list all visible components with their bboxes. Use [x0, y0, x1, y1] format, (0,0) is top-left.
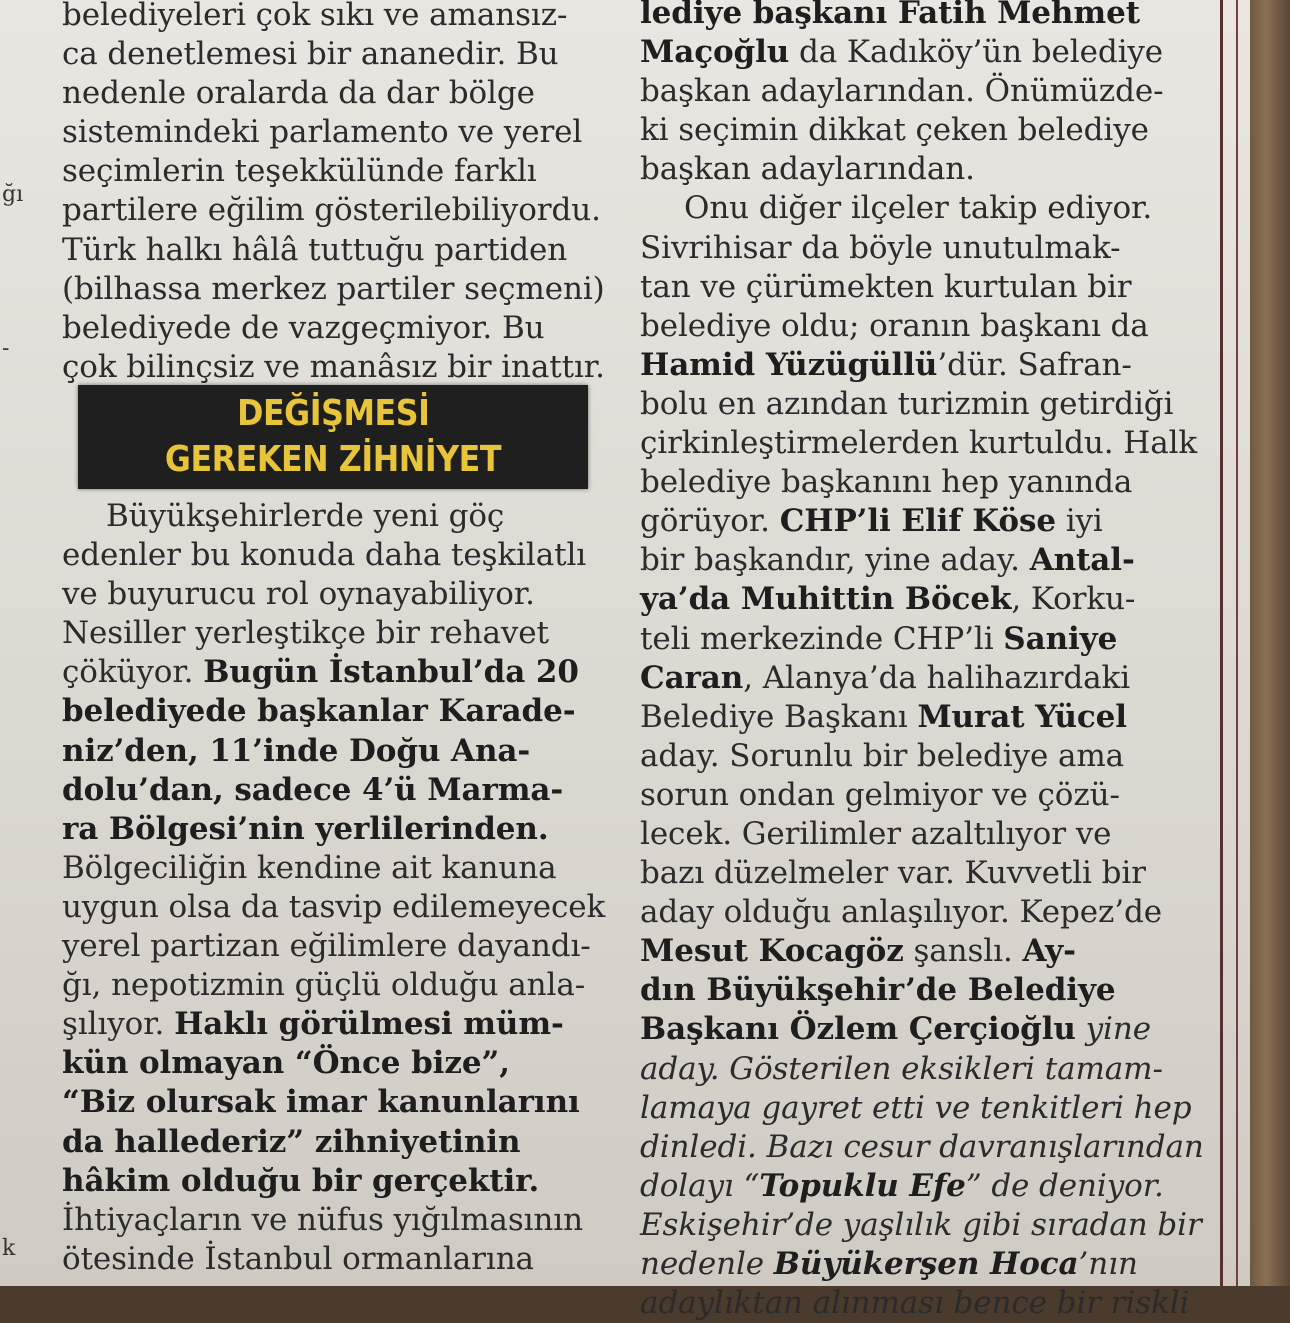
text-line: belediyede de vazgeçmiyor. Bu [62, 309, 545, 346]
text-line [640, 385, 1220, 424]
text-segment: bir başkandır, yine aday. [640, 542, 1030, 579]
text-line [62, 692, 632, 731]
text-line [62, 888, 632, 927]
text-segment: Büyükşehirlerde yeni göç [106, 498, 505, 534]
text-segment: Sivrihisar da böyle unutulmak- [640, 229, 1121, 266]
text-line [640, 1167, 1220, 1206]
emphasis-segment: adaylıktan alınması bence bir riskli [640, 1285, 1190, 1322]
text-segment: çirkinleştirmelerden kurtuldu. Halk [640, 425, 1198, 462]
emphasis-segment: dolayı “ [640, 1167, 760, 1204]
text-line [62, 653, 632, 692]
subheading-line-2: GEREKEN ZİHNİYET [164, 439, 502, 480]
emphasis-segment: Mesut Kocagöz [640, 933, 904, 970]
text-line [640, 1206, 1220, 1245]
text-line: ca denetlemesi bir ananedir. Bu [62, 36, 559, 73]
emphasis-segment: Maçoğlu [640, 34, 790, 71]
subheading-line-1: DEĞİŞMESİ [236, 393, 430, 434]
text-line: belediyeleri çok sıkı ve amansız- [62, 0, 568, 33]
text-line: sistemindeki parlamento ve yerel [62, 114, 583, 151]
text-segment: ki seçimin dikkat çeken belediye [640, 112, 1149, 149]
text-segment: ğı, nepotizmin güçlü olduğu anla- [62, 967, 586, 1004]
text-segment: başkan adaylarından. [640, 151, 975, 188]
text-line [640, 1245, 1220, 1284]
text-line [640, 893, 1220, 932]
left-column-top [62, 0, 632, 387]
text-segment: bolu en azından turizmin getirdiği [640, 385, 1174, 422]
text-line [62, 575, 632, 614]
text-line [640, 502, 1220, 541]
emphasis-segment: dolu’dan, sadece 4’ü Marma- [62, 771, 564, 808]
text-segment: şanslı. [903, 933, 1023, 970]
text-line [62, 771, 632, 810]
text-segment: başkan adaylarından. Önümüzde- [640, 73, 1164, 110]
text-segment: belediye başkanını hep yanında [640, 464, 1133, 501]
text-line [640, 854, 1220, 893]
text-line [640, 541, 1220, 580]
text-line [62, 927, 632, 966]
emphasis-segment: aday. Gösterilen eksikleri tamam- [640, 1050, 1163, 1087]
emphasis-segment: Büyükerşen Hoca [773, 1246, 1079, 1282]
emphasis-segment: Haklı görülmesi müm- [174, 1006, 564, 1043]
text-line: seçimlerin teşekkülünde farklı [62, 153, 537, 190]
text-line [62, 1201, 632, 1240]
emphasis-segment: lamaya gayret etti ve tenkitleri hep [640, 1089, 1192, 1126]
text-line: partilere eğilim gösterilebiliyordu. [62, 192, 601, 229]
text-line: (bilhassa merkez partiler seçmeni) [62, 270, 605, 307]
emphasis-segment: CHP’li Elif Köse [779, 503, 1056, 540]
emphasis-segment: ra Bölgesi’nin yerlilerinden. [62, 810, 549, 847]
text-line [640, 189, 1220, 228]
text-segment: uygun olsa da tasvip edilemeyecek [62, 888, 606, 925]
text-line [62, 497, 632, 536]
text-line [62, 614, 632, 653]
text-segment: İhtiyaçların ve nüfus yığılmasının [62, 1201, 583, 1238]
text-line [640, 111, 1220, 150]
text-segment: edenler bu konuda daha teşkilatlı [62, 537, 587, 574]
emphasis-segment: dinledi. Bazı cesur davranışlarından [640, 1128, 1204, 1165]
text-line [640, 737, 1220, 776]
text-line [640, 659, 1220, 698]
text-line [640, 580, 1220, 619]
text-line [62, 732, 632, 771]
text-line [62, 1162, 632, 1201]
text-line [640, 307, 1220, 346]
text-line: çok bilinçsiz ve manâsız bir inattır. [62, 348, 605, 385]
text-segment: görüyor. [640, 503, 780, 540]
emphasis-segment: da hallederiz” zihniyetinin [62, 1123, 521, 1160]
emphasis-segment: Saniye [1003, 620, 1118, 657]
emphasis-segment: Murat Yücel [917, 698, 1127, 735]
margin-mark: - [2, 336, 10, 361]
text-line [640, 1050, 1220, 1089]
subheading-box [78, 385, 588, 489]
text-segment: lecek. Gerilimler azaltılıyor ve [640, 815, 1112, 852]
text-line [640, 346, 1220, 385]
text-segment: yerel partizan eğilimlere dayandı- [62, 928, 591, 965]
text-line [62, 1240, 632, 1279]
right-column [640, 0, 1220, 1323]
emphasis-segment: hâkim olduğu bir gerçektir. [62, 1162, 540, 1199]
emphasis-segment: Ay- [1022, 933, 1076, 970]
text-line [62, 1083, 632, 1122]
emphasis-segment: nedenle [640, 1246, 774, 1282]
text-segment: aday olduğu anlaşılıyor. Kepez’de [640, 894, 1162, 931]
text-line [640, 698, 1220, 737]
text-line [640, 424, 1220, 463]
emphasis-segment: ’nın [1078, 1246, 1138, 1282]
text-segment: tan ve çürümekten kurtulan bir [640, 268, 1132, 305]
text-segment: çöküyor. [62, 654, 204, 691]
text-line [640, 463, 1220, 502]
text-line [62, 1044, 632, 1083]
text-line [640, 268, 1220, 307]
text-line [640, 815, 1220, 854]
text-segment: bazı düzelmeler var. Kuvvetli bir [640, 855, 1146, 892]
text-segment: belediye oldu; oranın başkanı da [640, 307, 1149, 344]
text-line [62, 849, 632, 888]
text-segment: , Alanya’da halihazırdaki [743, 659, 1131, 696]
text-line [640, 150, 1220, 189]
text-line [640, 229, 1220, 268]
emphasis-segment: Topuklu Efe [759, 1167, 966, 1204]
text-segment: Onu diğer ilçeler takip ediyor. [684, 190, 1153, 227]
text-segment: teli merkezinde CHP’li [640, 620, 1004, 657]
text-line: nedenle oralarda da dar bölge [62, 75, 535, 112]
emphasis-segment: kün olmayan “Önce bize”, [62, 1045, 510, 1082]
text-line: Türk halkı hâlâ tuttuğu partiden [62, 231, 568, 268]
text-line [640, 1128, 1220, 1167]
text-segment: Nesiller yerleştikçe bir rehavet [62, 615, 549, 652]
text-segment: şılıyor. [62, 1006, 175, 1043]
text-segment: da Kadıköy’ün belediye [789, 34, 1164, 71]
text-line [640, 932, 1220, 971]
table-surface [1250, 0, 1290, 1286]
text-segment: sorun ondan gelmiyor ve çözü- [640, 776, 1120, 813]
text-line [640, 1010, 1220, 1049]
text-segment: Bölgeciliğin kendine ait kanuna [62, 849, 557, 886]
text-line [62, 810, 632, 849]
text-line [640, 1284, 1220, 1323]
text-line [62, 1005, 632, 1044]
text-segment: , Korku- [1011, 581, 1136, 618]
emphasis-segment: lediye başkanı Fatih Mehmet [640, 0, 1140, 31]
emphasis-segment: ” de deniyor. [965, 1167, 1164, 1204]
emphasis-segment: Caran [640, 659, 744, 696]
emphasis-segment: “Biz olursak imar kanunlarını [62, 1084, 580, 1121]
emphasis-segment: Başkanı Özlem Çerçioğlu [640, 1011, 1076, 1048]
text-line [640, 72, 1220, 111]
text-segment: aday. Sorunlu bir belediye ama [640, 737, 1125, 774]
text-line [62, 1123, 632, 1162]
text-segment: ötesinde İstanbul ormanlarına [62, 1240, 534, 1277]
text-line [640, 1089, 1220, 1128]
emphasis-segment: ya’da Muhittin Böcek [640, 581, 1012, 618]
emphasis-segment: Hamid Yüzügüllü [640, 346, 938, 383]
emphasis-segment: Eskişehir’de yaşlılık gibi sıradan bir [640, 1206, 1202, 1243]
emphasis-segment: Bugün İstanbul’da 20 [203, 654, 579, 691]
text-line [640, 776, 1220, 815]
text-line [62, 966, 632, 1005]
text-line [640, 33, 1220, 72]
left-column-bottom [62, 497, 632, 1279]
text-line [640, 0, 1220, 33]
column-rule [1220, 0, 1223, 1286]
emphasis-segment: belediyede başkanlar Karade- [62, 693, 576, 730]
text-line [640, 971, 1220, 1010]
text-line [62, 536, 632, 575]
emphasis-segment: Antal- [1029, 542, 1135, 579]
text-line [640, 620, 1220, 659]
text-segment: iyi [1055, 503, 1103, 540]
text-segment: ’dür. Safran- [937, 346, 1132, 383]
emphasis-segment: yine [1075, 1011, 1151, 1048]
emphasis-segment: dın Büyükşehir’de Belediye [640, 972, 1116, 1009]
margin-mark: k [2, 1236, 16, 1261]
column-rule [1236, 0, 1238, 1286]
text-segment: Belediye Başkanı [640, 698, 918, 735]
emphasis-segment: niz’den, 11’inde Doğu Ana- [62, 732, 531, 769]
margin-mark: ğı [2, 182, 24, 207]
text-segment: ve buyurucu rol oynayabiliyor. [62, 576, 535, 613]
